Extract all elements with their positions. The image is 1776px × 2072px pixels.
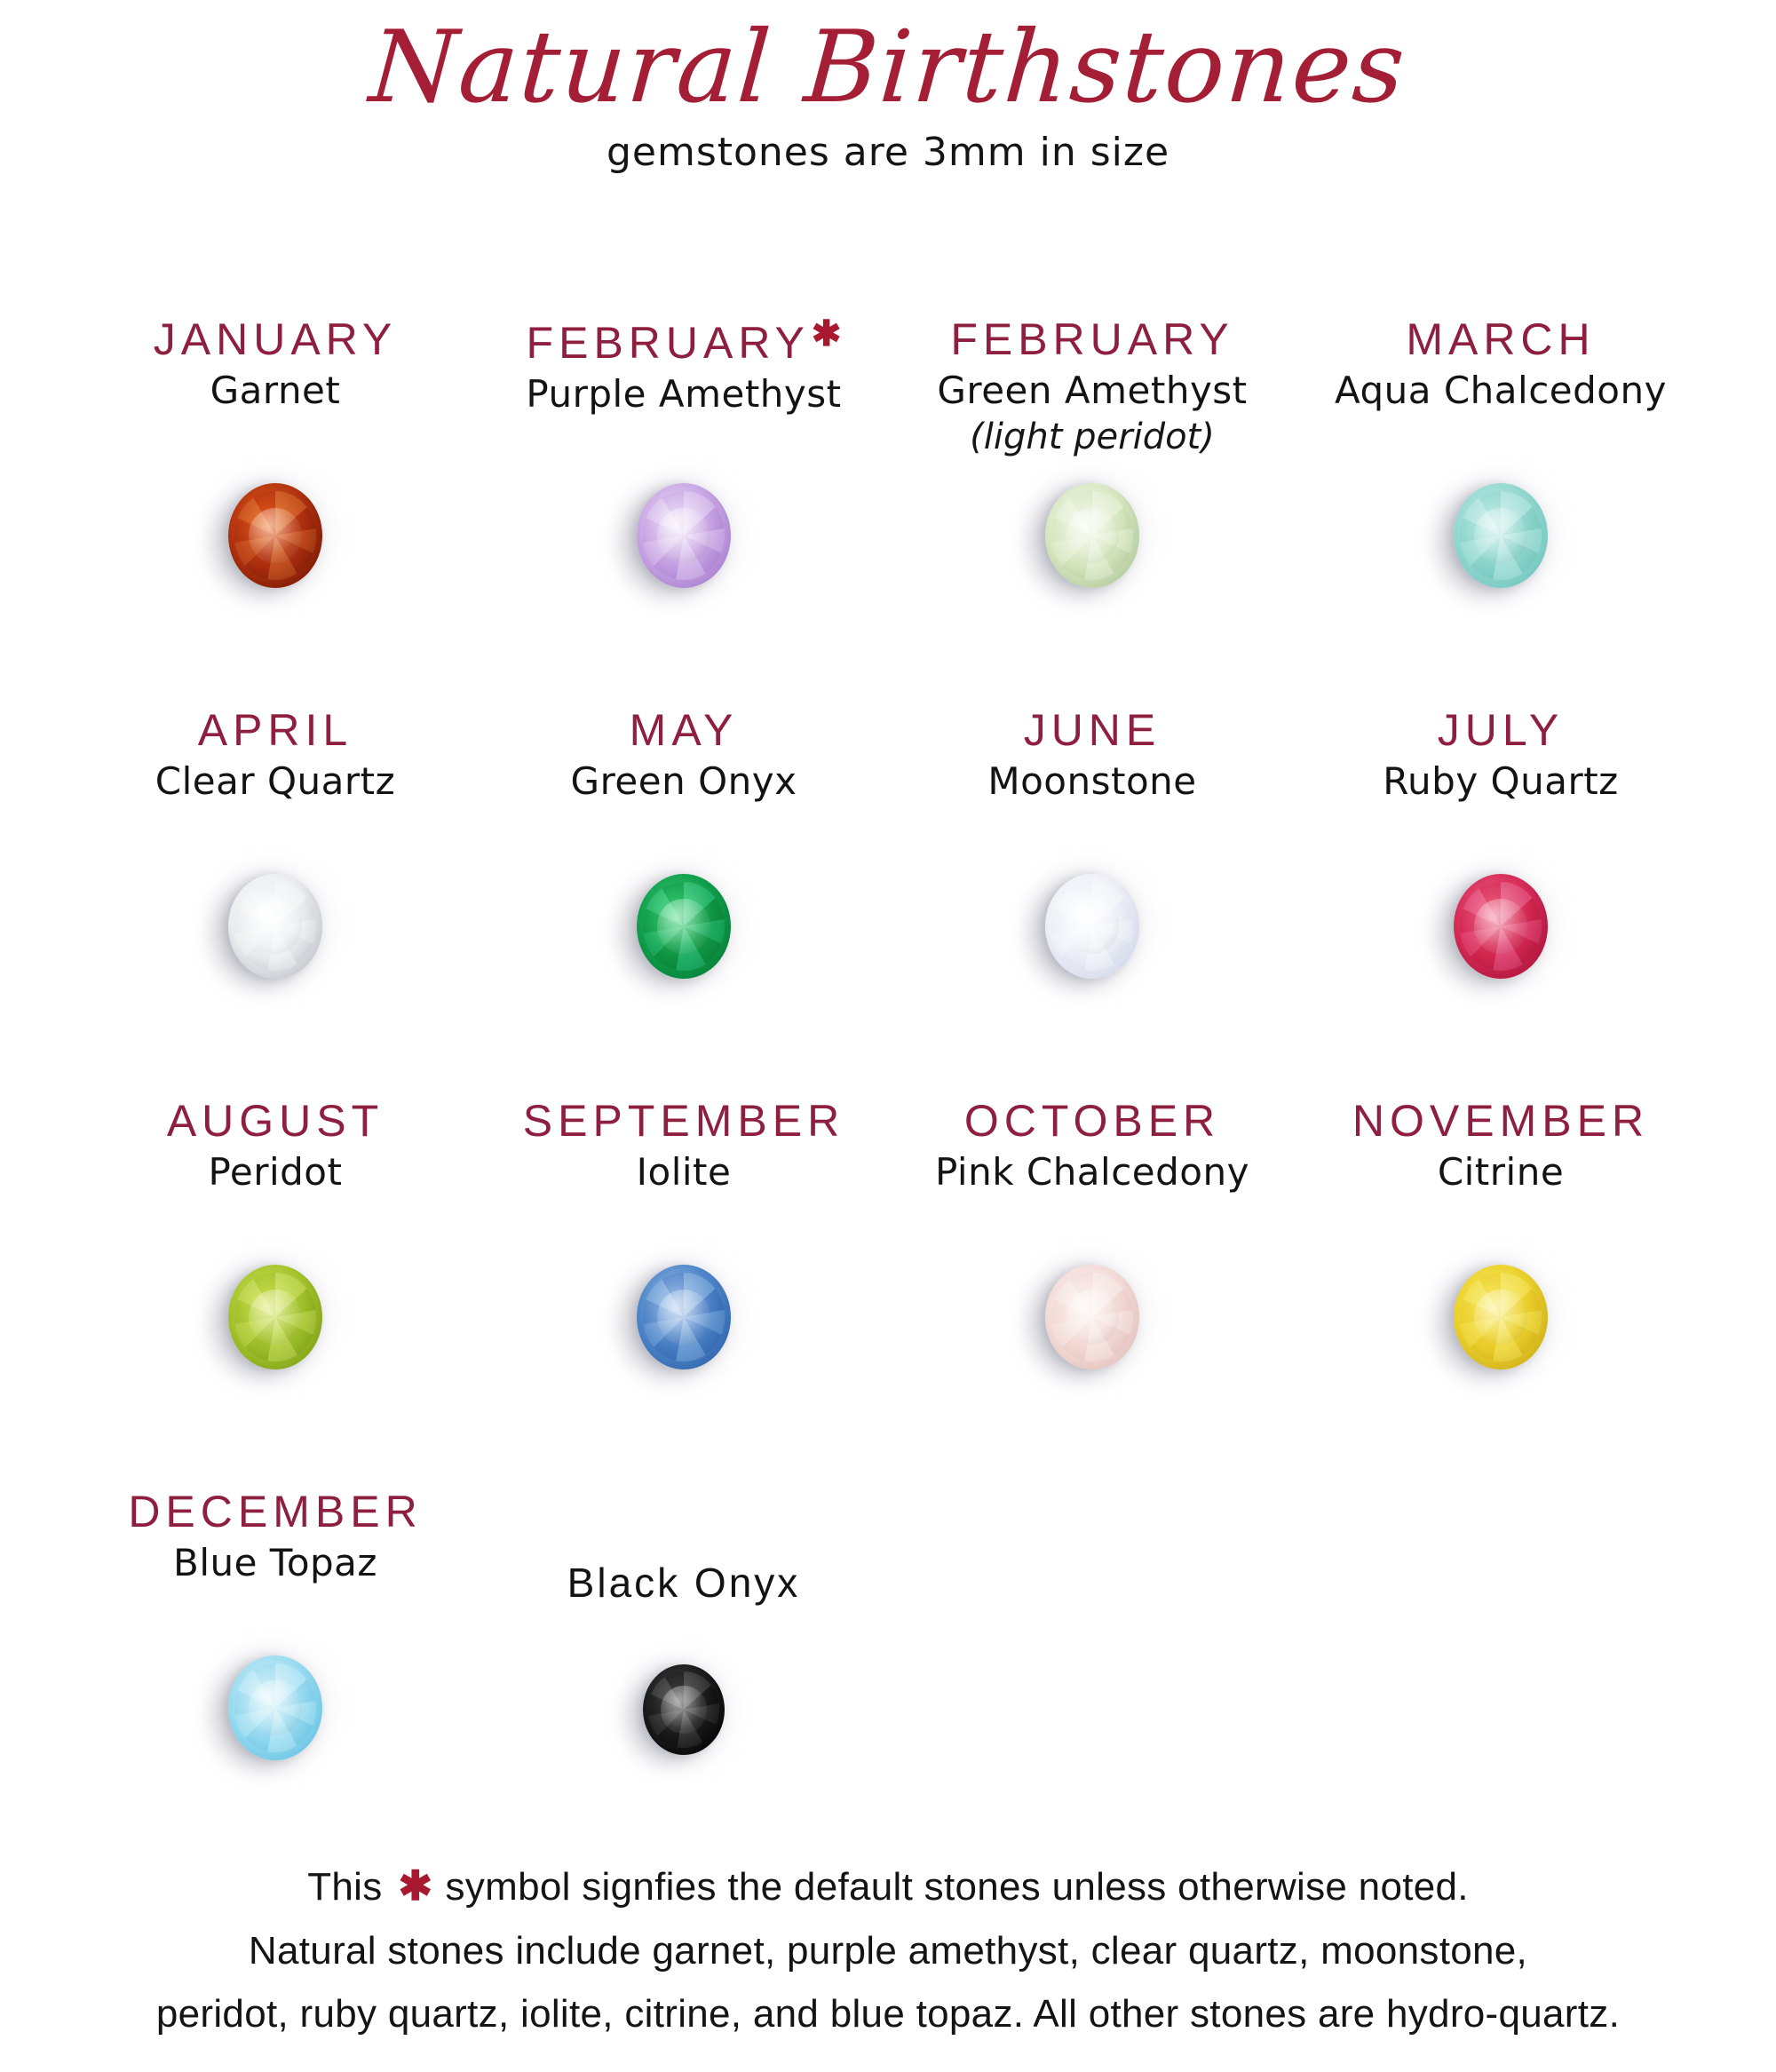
stone-name: Black Onyx (567, 1560, 801, 1606)
gem-blue-topaz (228, 1655, 322, 1760)
gem-clear-quartz (228, 874, 322, 979)
month-label: SEPTEMBER (522, 1096, 845, 1146)
month-label: AUGUST (166, 1096, 385, 1146)
month-label: NOVEMBER (1352, 1096, 1650, 1146)
gem-ruby-quartz (1454, 874, 1548, 979)
default-stone-asterisk-icon: ✱ (398, 1862, 433, 1909)
card-february-purple-amethyst (480, 313, 888, 703)
gem-citrine (1454, 1265, 1548, 1369)
gem-green-amethyst (1045, 483, 1139, 588)
card-july-ruby-quartz (1296, 703, 1705, 1094)
subtitle: gemstones are 3mm in size (606, 129, 1170, 175)
card-january-garnet (71, 313, 480, 703)
card-november-citrine (1296, 1094, 1705, 1485)
stone-name: Clear Quartz (155, 759, 396, 803)
gem-garnet (228, 483, 322, 588)
month-label (480, 313, 888, 369)
card-april-clear-quartz (71, 703, 480, 1094)
month-label: MAY (629, 705, 739, 755)
month-text: FEBRUARY (526, 318, 810, 368)
month-label: OCTOBER (963, 1096, 1221, 1146)
stone-name: Pink Chalcedony (935, 1150, 1249, 1194)
footer-line-1 (0, 1853, 1776, 1919)
stone-name: Moonstone (987, 759, 1197, 803)
gem-aqua-chalcedony (1454, 483, 1548, 588)
footer-line-3: peridot, ruby quartz, iolite, citrine, and blue topaz. All other stones are hydro-quartz. (155, 1992, 1621, 2036)
month-label: DECEMBER (128, 1487, 423, 1536)
month-label: JUNE (1023, 705, 1162, 755)
stone-name: Green Amethyst (937, 369, 1248, 412)
footer-line-1-pre: This (307, 1865, 383, 1909)
gem-purple-amethyst (637, 483, 731, 588)
gem-iolite (637, 1265, 731, 1369)
stone-name: Blue Topaz (173, 1541, 377, 1584)
month-label: APRIL (197, 705, 353, 755)
card-june-moonstone (888, 703, 1296, 1094)
stone-name: Garnet (210, 369, 341, 412)
card-february-green-amethyst (888, 313, 1296, 703)
stone-name: Purple Amethyst (526, 372, 842, 416)
stone-name: Ruby Quartz (1383, 759, 1619, 803)
gem-black-onyx (643, 1664, 725, 1755)
gem-moonstone (1045, 874, 1139, 979)
month-label: FEBRUARY (950, 314, 1234, 364)
card-october-pink-chalcedony (888, 1094, 1296, 1485)
card-december-blue-topaz (71, 1485, 480, 1876)
month-label: MARCH (1406, 314, 1596, 364)
stone-name: Aqua Chalcedony (1335, 369, 1667, 412)
birthstone-grid (71, 313, 1705, 1876)
footer-line-2: Natural stones include garnet, purple amethyst, clear quartz, moonstone, (248, 1928, 1528, 1973)
gem-green-onyx (637, 874, 731, 979)
stone-name: Iolite (636, 1150, 732, 1194)
page-title: Natural Birthstones (366, 10, 1410, 125)
card-may-green-onyx (480, 703, 888, 1094)
month-label: JULY (1437, 705, 1565, 755)
stone-note: (light peridot) (970, 416, 1215, 457)
card-black-onyx (480, 1485, 888, 1876)
month-label: JANUARY (153, 314, 398, 364)
card-september-iolite (480, 1094, 888, 1485)
stone-name: Citrine (1437, 1150, 1565, 1194)
card-march-aqua-chalcedony (1296, 313, 1705, 703)
gem-peridot (228, 1265, 322, 1369)
stone-name: Peridot (208, 1150, 343, 1194)
gem-pink-chalcedony (1045, 1265, 1139, 1369)
card-august-peridot (71, 1094, 480, 1485)
footer-line-1-post: symbol signfies the default stones unless otherwise noted. (445, 1865, 1469, 1909)
default-stone-asterisk-icon: ✱ (811, 314, 842, 353)
header (0, 10, 1776, 175)
footer-notes (0, 1853, 1776, 2045)
stone-name: Green Onyx (570, 759, 797, 803)
